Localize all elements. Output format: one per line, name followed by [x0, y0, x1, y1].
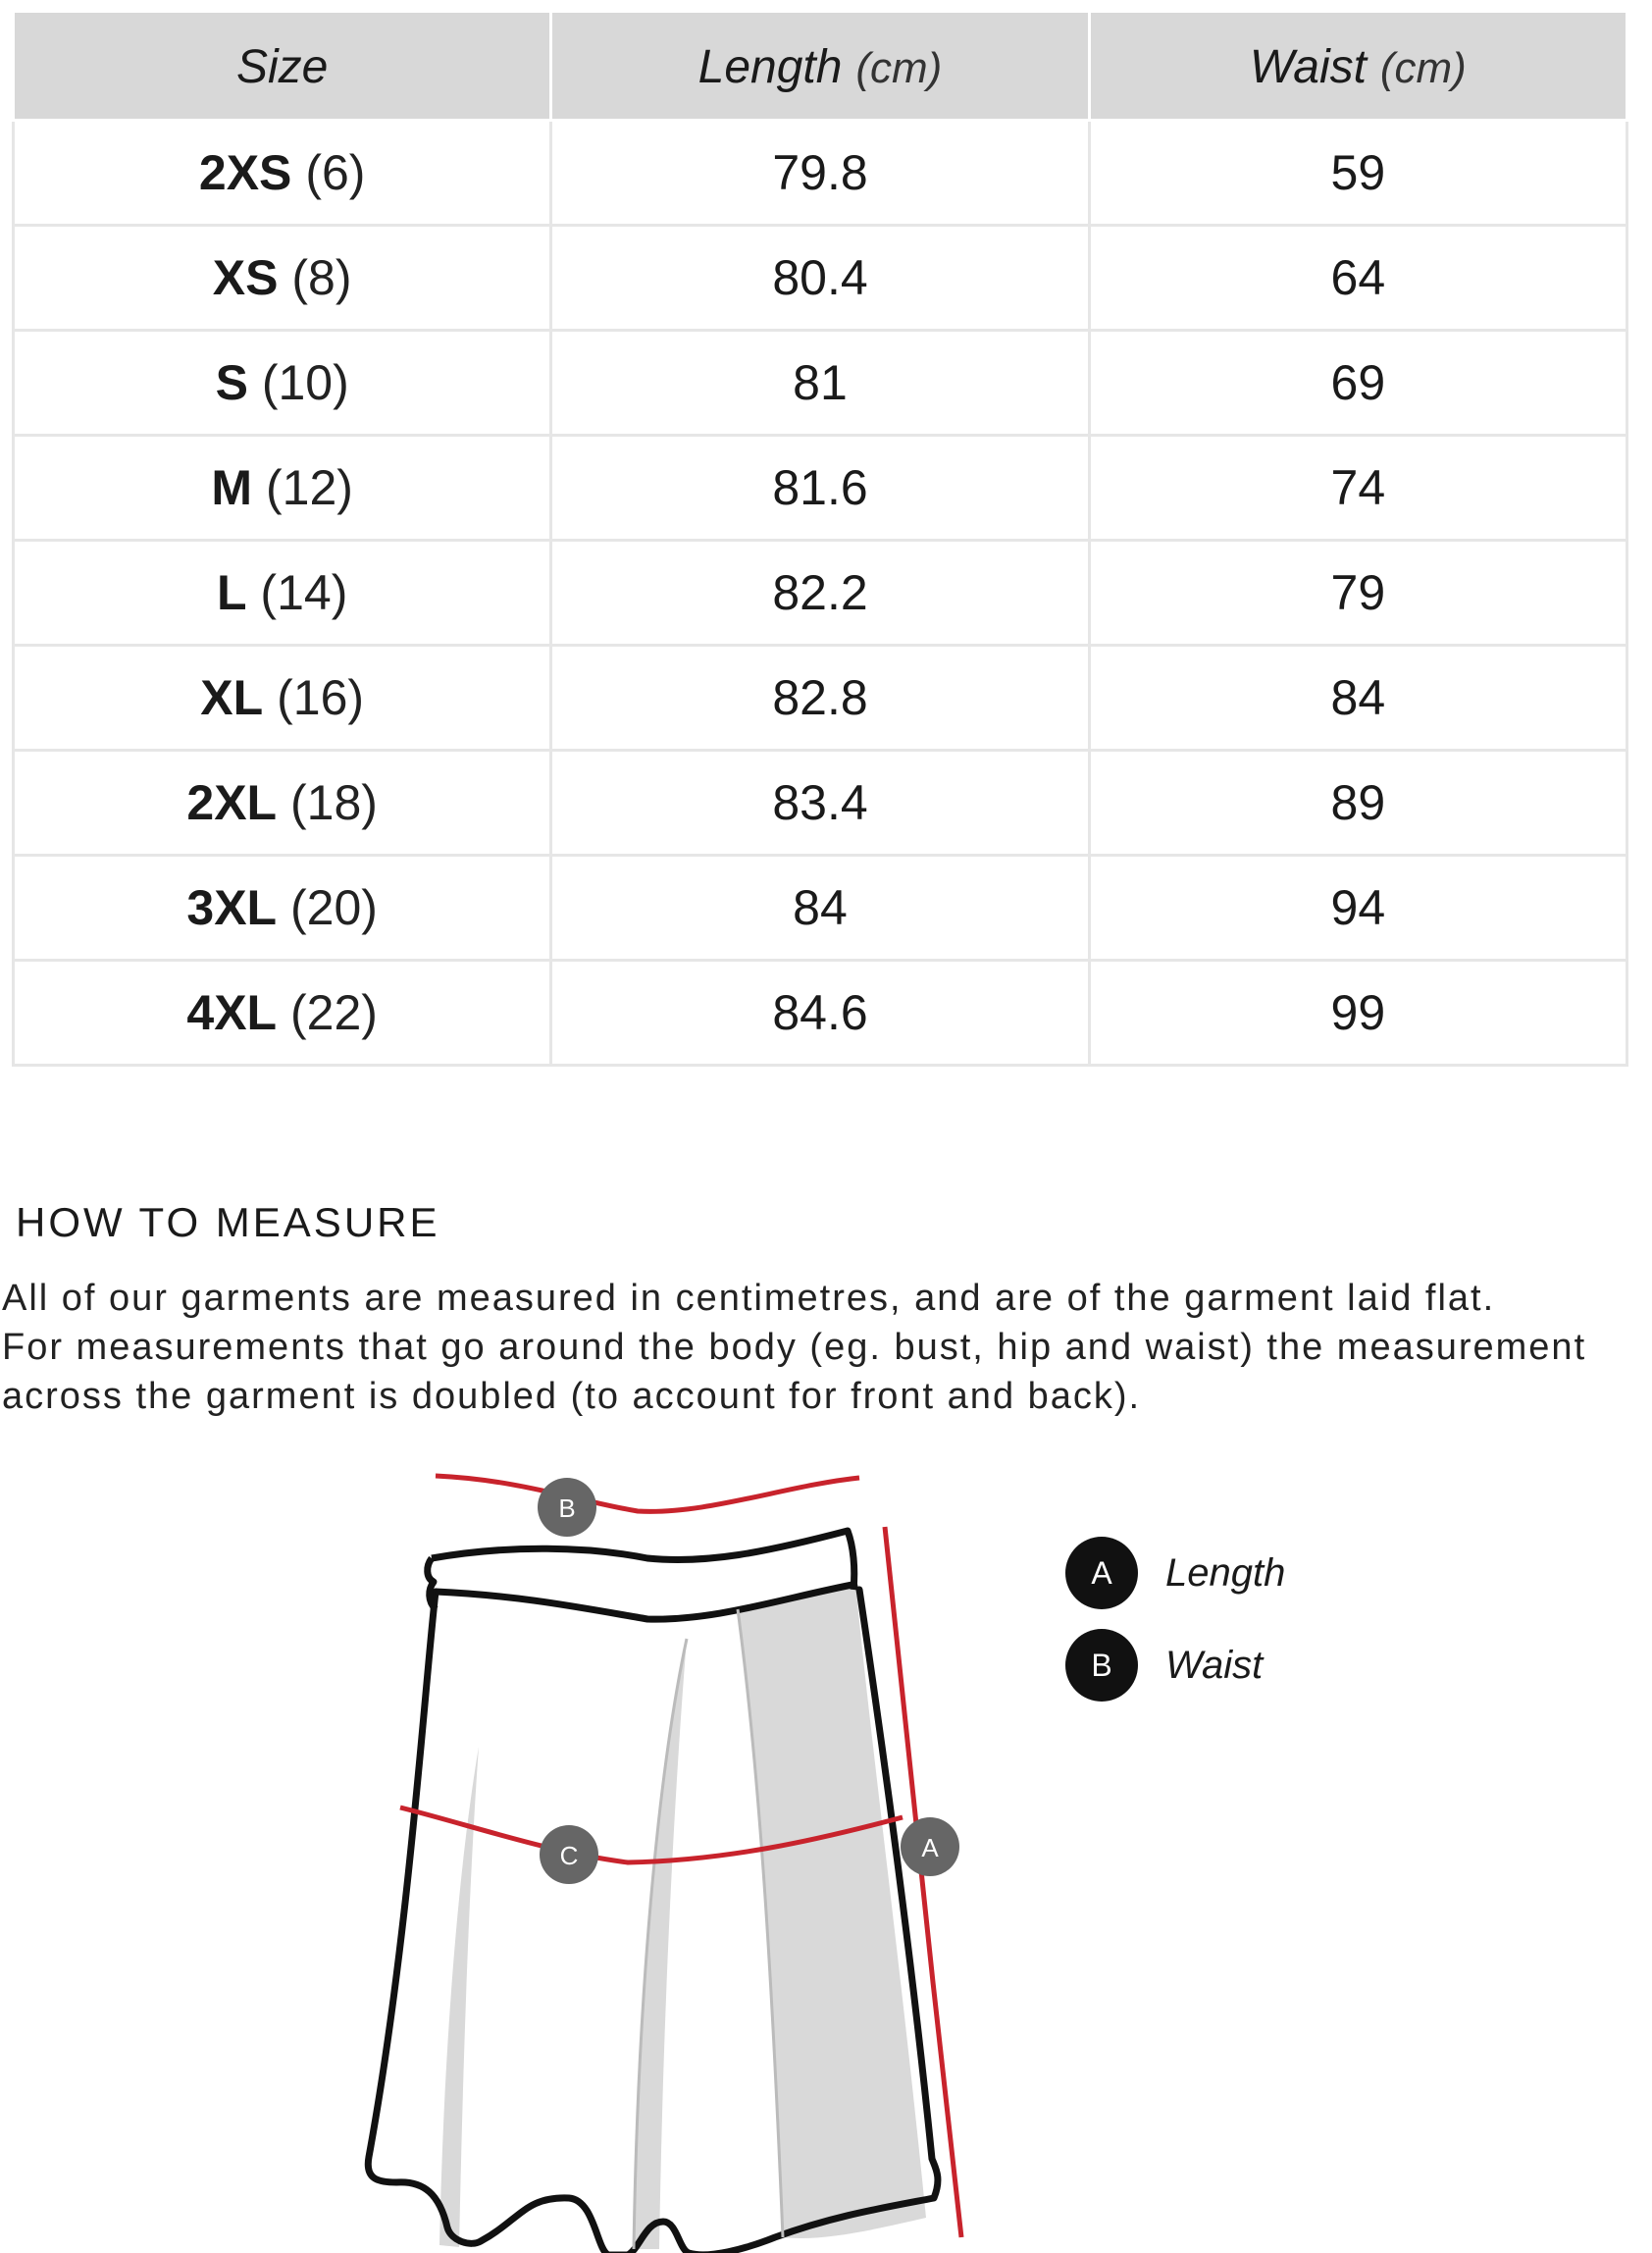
marker-c-label: C [559, 1841, 579, 1870]
table-row [14, 436, 1627, 541]
cell-size [14, 226, 551, 331]
size-number: (22) [290, 985, 378, 1040]
size-code: 4XL [186, 985, 278, 1040]
cell-waist: 99 [1089, 961, 1626, 1066]
size-number: (6) [305, 145, 366, 200]
cell-waist: 79 [1089, 541, 1626, 646]
marker-a-label: A [921, 1833, 939, 1862]
how-to-measure-line: All of our garments are measured in centimetres, and are of the garment laid flat. [2, 1278, 1496, 1319]
table-row [14, 856, 1627, 961]
header-length-label: Length [697, 41, 843, 93]
legend-item-waist [1065, 1629, 1285, 1702]
cell-length: 84 [551, 856, 1089, 961]
size-code: L [216, 565, 247, 620]
cell-length: 81.6 [551, 436, 1089, 541]
cell-waist: 64 [1089, 226, 1626, 331]
size-number: (20) [290, 880, 378, 935]
legend-badge-b: B [1065, 1629, 1138, 1702]
table-row [14, 331, 1627, 436]
legend-item-length [1065, 1537, 1285, 1609]
table-header-row [14, 12, 1627, 121]
cell-size [14, 751, 551, 856]
header-size-label: Size [235, 41, 329, 93]
header-waist [1089, 12, 1626, 121]
cell-waist: 94 [1089, 856, 1626, 961]
cell-length: 82.2 [551, 541, 1089, 646]
cell-size [14, 961, 551, 1066]
size-table [12, 10, 1628, 1067]
skirt-fold-shade-center [634, 1639, 687, 2249]
cell-length: 79.8 [551, 121, 1089, 226]
skirt-diagram [334, 1452, 981, 2253]
header-length [551, 12, 1089, 121]
cell-size [14, 646, 551, 751]
size-code: S [215, 355, 248, 410]
table-row [14, 646, 1627, 751]
cell-size [14, 121, 551, 226]
waist-measure-line [436, 1476, 859, 1511]
cell-size [14, 436, 551, 541]
size-number: (14) [260, 565, 348, 620]
cell-size [14, 541, 551, 646]
marker-a [901, 1817, 959, 1876]
cell-length: 81 [551, 331, 1089, 436]
header-waist-unit: (cm) [1379, 44, 1467, 92]
how-to-measure-line: For measurements that go around the body (eg. bust, hip and waist) the measurement [2, 1327, 1587, 1368]
size-code: XS [212, 250, 279, 305]
table-row [14, 541, 1627, 646]
how-to-measure-text [2, 1274, 1650, 1421]
size-code: XL [200, 670, 264, 725]
header-waist-label: Waist [1249, 41, 1367, 93]
size-number: (10) [261, 355, 349, 410]
size-number: (18) [290, 775, 378, 830]
cell-waist: 89 [1089, 751, 1626, 856]
marker-b [538, 1478, 596, 1537]
table-row [14, 751, 1627, 856]
skirt-waistband-top [432, 1531, 854, 1590]
marker-c [540, 1825, 598, 1884]
size-code: 3XL [186, 880, 278, 935]
cell-length: 83.4 [551, 751, 1089, 856]
size-number: (12) [265, 460, 353, 515]
table-row [14, 226, 1627, 331]
how-to-measure-title: HOW TO MEASURE [16, 1199, 440, 1245]
how-to-measure-line: across the garment is doubled (to account for front and back). [2, 1376, 1142, 1417]
cell-length: 82.8 [551, 646, 1089, 751]
size-code: 2XS [198, 145, 292, 200]
cell-size [14, 331, 551, 436]
cell-waist: 69 [1089, 331, 1626, 436]
table-row [14, 121, 1627, 226]
cell-waist: 59 [1089, 121, 1626, 226]
cell-waist: 74 [1089, 436, 1626, 541]
cell-waist: 84 [1089, 646, 1626, 751]
legend-label-waist: Waist [1165, 1643, 1264, 1687]
cell-size [14, 856, 551, 961]
cell-length: 80.4 [551, 226, 1089, 331]
size-table-body [14, 121, 1627, 1066]
table-row [14, 961, 1627, 1066]
size-code: M [211, 460, 253, 515]
measurement-legend [1065, 1537, 1285, 1721]
marker-b-label: B [558, 1493, 576, 1523]
legend-badge-a: A [1065, 1537, 1138, 1609]
header-size [14, 12, 551, 121]
size-number: (16) [277, 670, 365, 725]
cell-length: 84.6 [551, 961, 1089, 1066]
legend-label-length: Length [1165, 1550, 1286, 1595]
size-code: 2XL [186, 775, 278, 830]
size-number: (8) [291, 250, 352, 305]
header-length-unit: (cm) [855, 44, 943, 92]
